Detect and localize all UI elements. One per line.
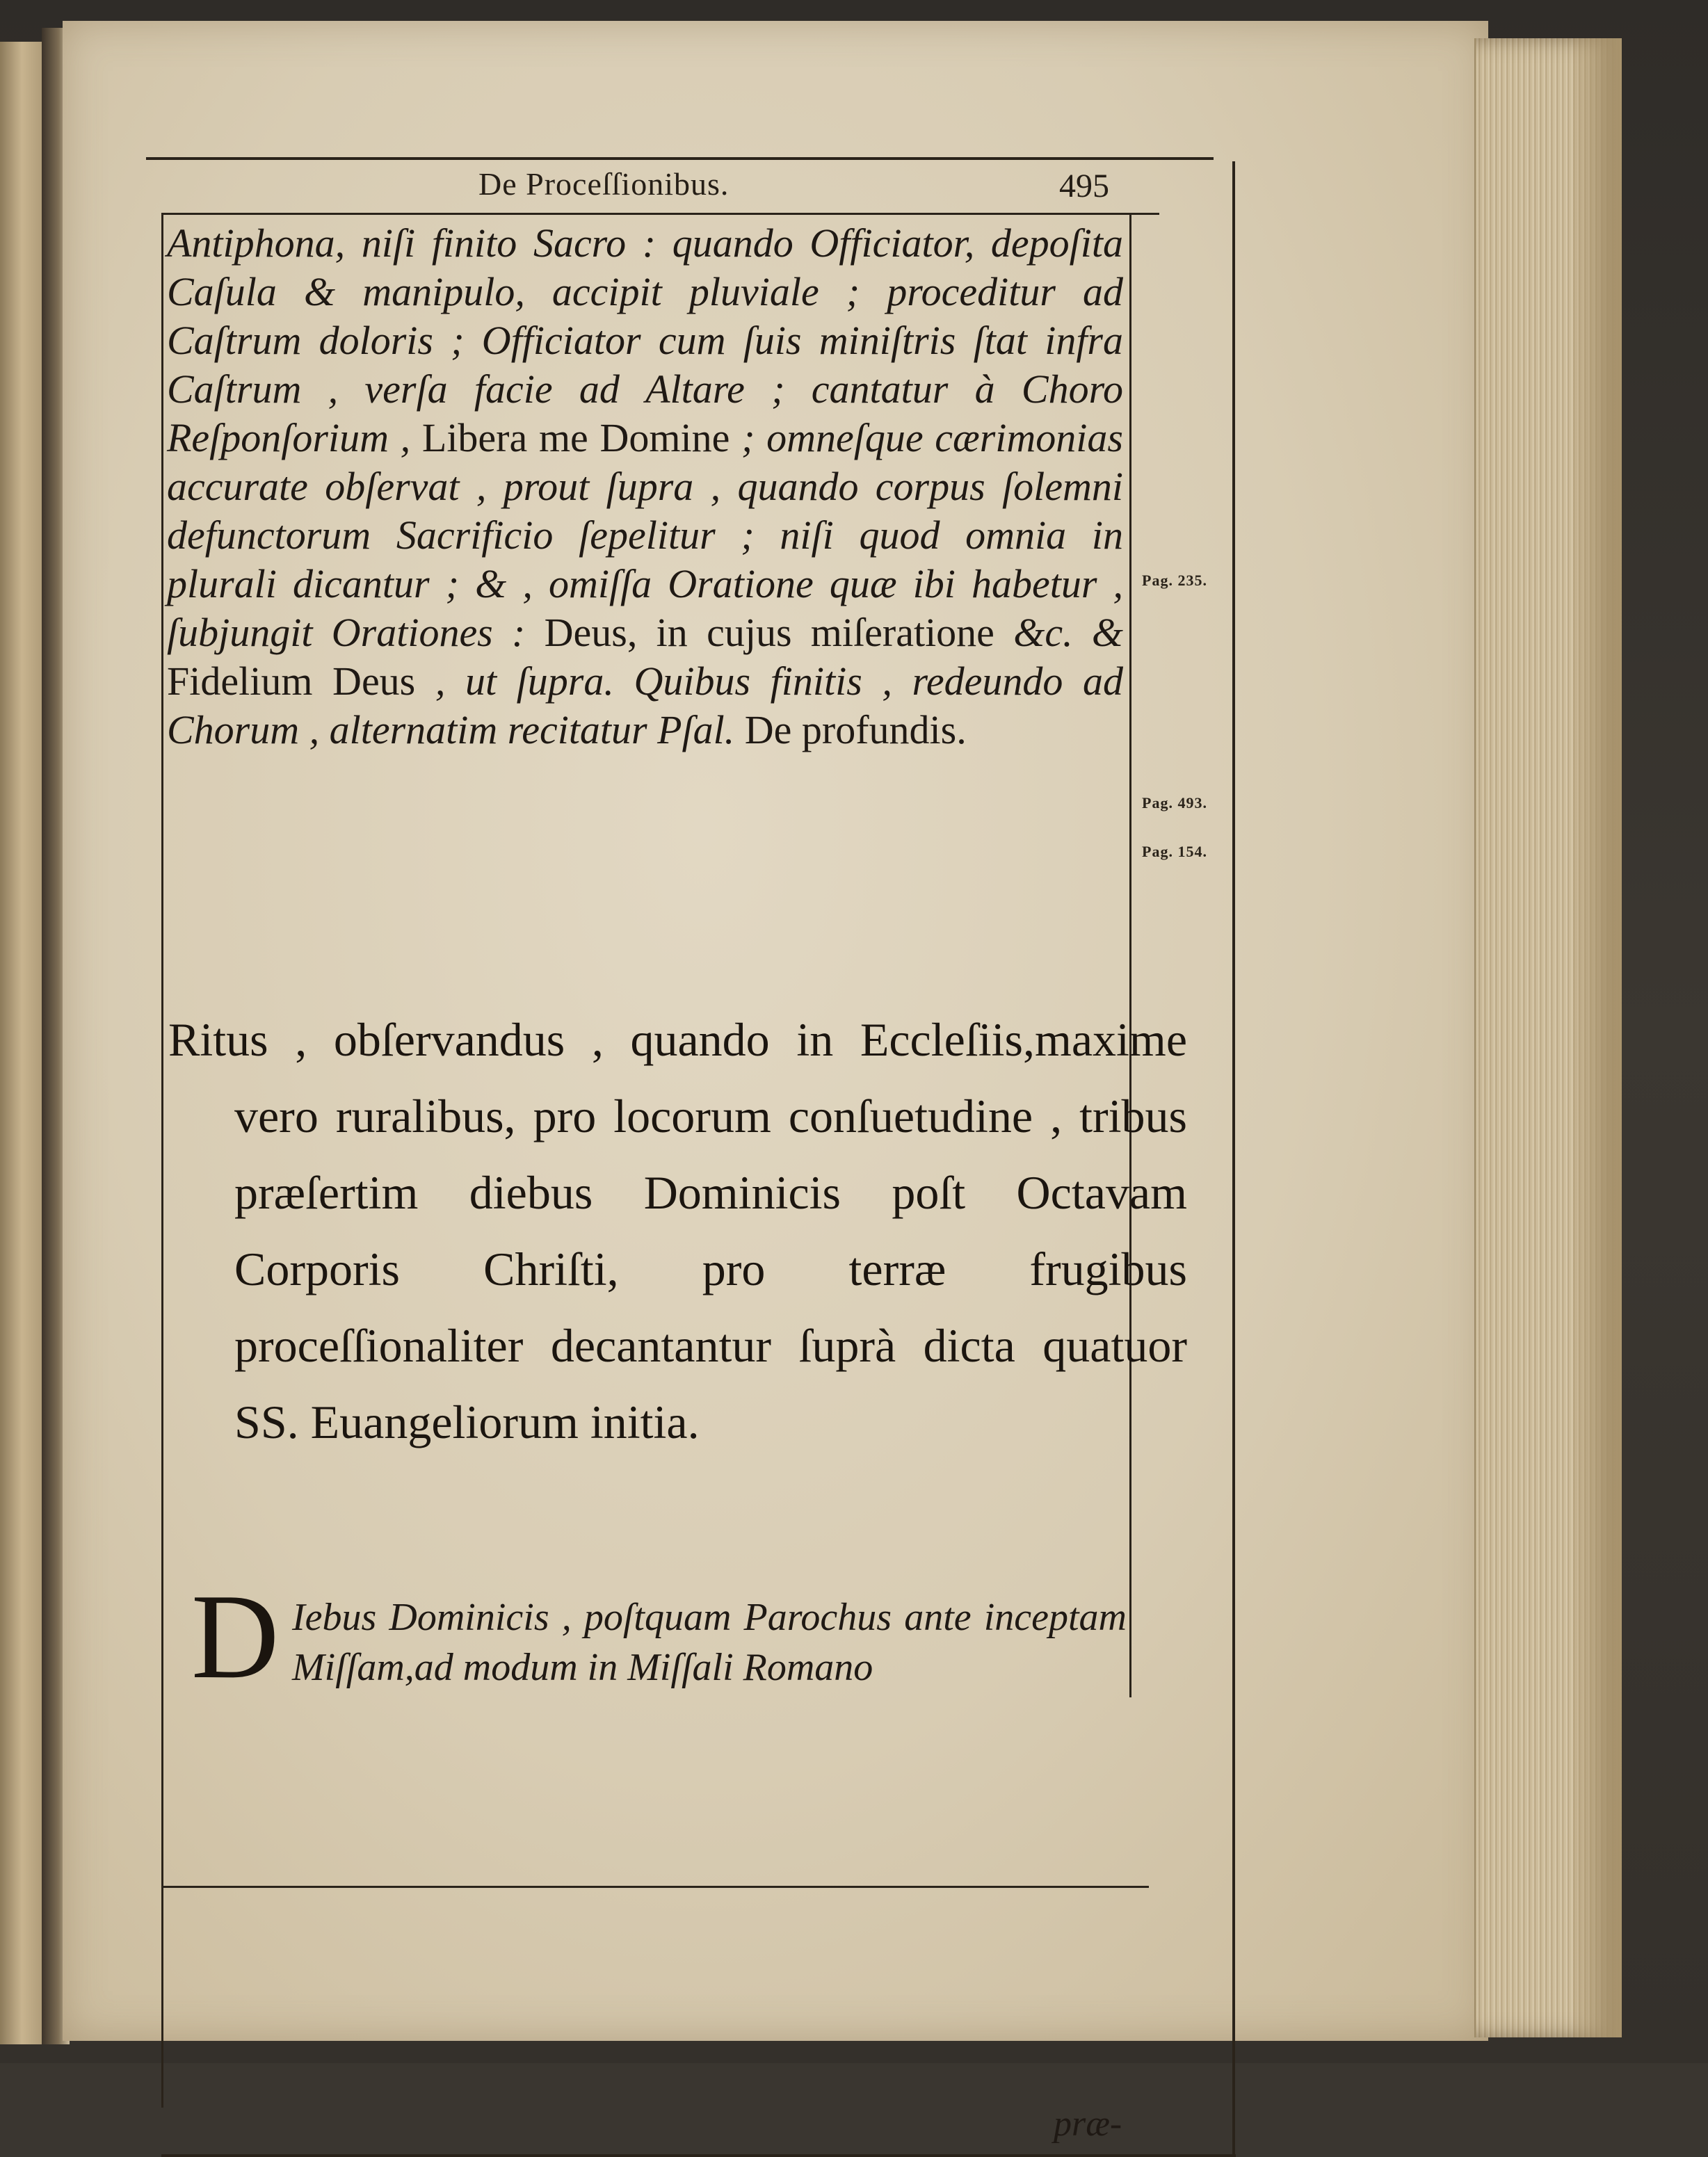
page-block-edges (1474, 38, 1622, 2037)
section-title: Ritus , obſervandus , quando in Eccleſiis,maxime vero ruralibus, pro locorum conſuetudine , tribus præſertim diebus Dominicis poſt Octavam Corporis Chriſti, pro terræ frugibus proceſſionaliter decantantur ſuprà dicta quatuor SS. Euangeliorum initia. (168, 1013, 1187, 1448)
bottom-inner-rule (161, 1886, 1149, 1888)
margin-note: Pag. 493. (1142, 794, 1207, 811)
roman-phrase: De profundis. (744, 707, 967, 752)
paragraph-text: ; omneſque cærimonias accurate obſervat , prout ſupra , quando corpus ſolemni defunctorum Sacrificio ſepelitur ; niſi quod omnia in plurali dicantur ; & , omiſſa Oratione quæ ibi habetur , ſubjungit Orationes : (167, 415, 1123, 655)
header-rule (161, 213, 1159, 215)
bottom-outer-rule (161, 2154, 1236, 2157)
roman-phrase: Fidelium Deus (167, 659, 416, 704)
catchword: præ- (1054, 2104, 1122, 2144)
inner-right-rule (1129, 213, 1131, 1697)
paragraph-text: , ut ſupra. Quibus finitis , redeundo ad Chorum , alternatim recitatur Pſal. (167, 659, 1123, 752)
last-paragraph: Iebus Dominicis , poſtquam Parochus ante inceptam Miſſam,ad modum in Miſſali Romano (292, 1596, 1127, 1689)
paragraph-text: &c. & (994, 610, 1123, 655)
roman-phrase: Deus, in cujus miſeratione (544, 610, 994, 655)
drop-cap: D (191, 1569, 280, 1704)
left-frame-rule (161, 213, 163, 2108)
margin-note: Pag. 235. (1142, 572, 1207, 589)
running-head: De Proceſſionibus. (478, 166, 730, 202)
paragraph-text: Antiphona, niſi finito Sacro : quando Officiator, depoſita Caſula & manipulo, accipit pluviale ; proceditur ad Caſtrum doloris ; Officiator cum ſuis miniſtris ſtat infra Caſtrum , verſa facie ad Altare ; cantatur à Choro Reſponſorium , (167, 220, 1123, 460)
margin-note: Pag. 154. (1142, 843, 1207, 860)
top-rule (146, 157, 1214, 160)
page-header (166, 165, 1129, 211)
page-number: 495 (1059, 168, 1109, 204)
outer-right-rule (1232, 161, 1235, 2157)
first-paragraph (167, 219, 1123, 754)
roman-phrase: Libera me Domine (421, 415, 730, 460)
